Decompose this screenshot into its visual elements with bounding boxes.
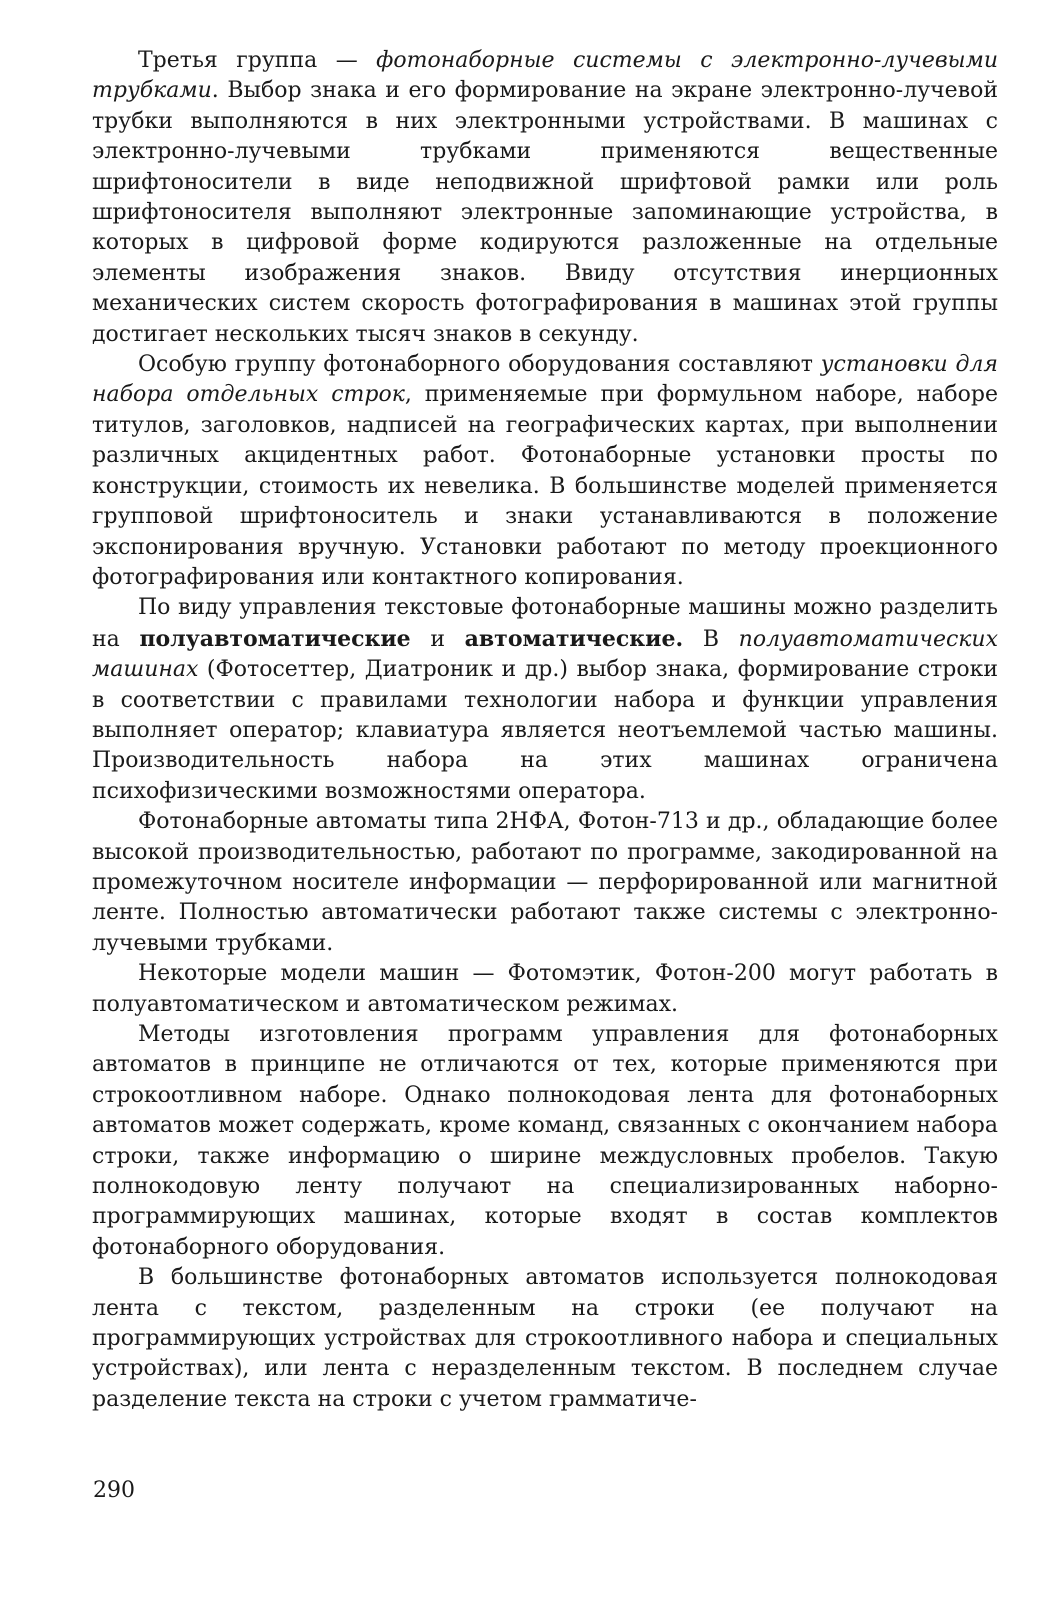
text-run: и xyxy=(410,626,465,652)
text-run: По виду управления текстовые фотонаборные машины можно разделить на xyxy=(92,595,998,652)
text-run: Методы изготовления программ управления для фотонаборных автоматов в принципе не отличаются от тех, которые применяются при строкоотливном наборе. Однако полнокодовая лента для фотонаборных автоматов может содержать, кроме команд, связанных с окончанием набора строки, также информацию о ширине междусловных пробелов. Такую полнокодовую ленту получают на специализированных наборно-программирующих машинах, которые входят в состав комплектов фотонаборного оборудования. xyxy=(92,1022,998,1260)
text-run: Третья группа — xyxy=(138,48,377,73)
text-run: . Выбор знака и его формирование на экране электронно-лучевой трубки выполняются в них электронными устройствами. В машинах с электронно-лучевыми трубками применяются вещественные шрифтоносители в виде неподвижной шрифтовой рамки или роль шрифтоносителя выполняют электронные запоминающие устройства, в которых в цифровой форме кодируются разложенные на отдельные элементы изображения знаков. Ввиду отсутствия инерционных механических систем скорость фотографирования в машинах этой группы достигает нескольких тысяч знаков в секунду. xyxy=(92,78,998,347)
text-run: В xyxy=(683,626,739,652)
bold-text-run: автоматические. xyxy=(464,625,684,652)
text-run: , применяемые при формульном наборе, наборе титулов, заголовков, надписей на географических картах, при выполнении различных акцидентных работ. Фотонаборные установки просты по конструкции, стоимость их невелика. В большинстве моделей применяется групповой шрифтоноситель и знаки устанавливаются в положение экспонирования вручную. Установки работают по методу проекционного фотографирования или контактного копирования. xyxy=(92,382,998,590)
paragraph-5 xyxy=(92,959,998,1020)
paragraph-1 xyxy=(92,46,998,350)
text-run: Фотонаборные автоматы типа 2НФА, Фотон-713 и др., обладающие более высокой производительностью, работают по программе, закодированной на промежуточном носителе информации — перфорированной или магнитной ленте. Полностью автоматически работают также системы с электронно-лучевыми трубками. xyxy=(92,809,998,956)
bold-text-run: полуавтоматические xyxy=(139,625,411,652)
paragraph-3 xyxy=(92,593,998,807)
paragraph-7 xyxy=(92,1263,998,1415)
page-body xyxy=(92,46,998,1415)
paragraph-6 xyxy=(92,1020,998,1263)
paragraph-4 xyxy=(92,807,998,959)
italic-text-run: установки для набора отдельных строк xyxy=(92,352,998,408)
paragraph-2 xyxy=(92,350,998,593)
italic-text-run: фотонаборные системы с электронно-лучевыми трубками xyxy=(92,48,998,104)
italic-text-run: полуавтоматических машинах xyxy=(92,626,998,683)
text-run: Некоторые модели машин — Фотомэтик, Фотон-200 могут работать в полуавтоматическом и автоматическом режимах. xyxy=(92,961,998,1017)
page-number: 290 xyxy=(93,1478,135,1503)
text-run: Особую группу фотонаборного оборудования составляют xyxy=(138,352,821,378)
text-run: В большинстве фотонаборных автоматов используется полнокодовая лента с текстом, разделенным на строки (ее получают на программирующих устройствах для строкоотливного набора и специальных устройствах), или лента с неразделенным текстом. В последнем случае разделение текста на строки с учетом грамматиче- xyxy=(92,1265,998,1412)
text-run: (Фотосеттер, Диатроник и др.) выбор знака, формирование строки в соответствии с правилами технологии набора и функции управления выполняет оператор; клавиатура является неотъемлемой частью машины. Производительность набора на этих машинах ограничена психофизическими возможностями оператора. xyxy=(92,657,998,804)
